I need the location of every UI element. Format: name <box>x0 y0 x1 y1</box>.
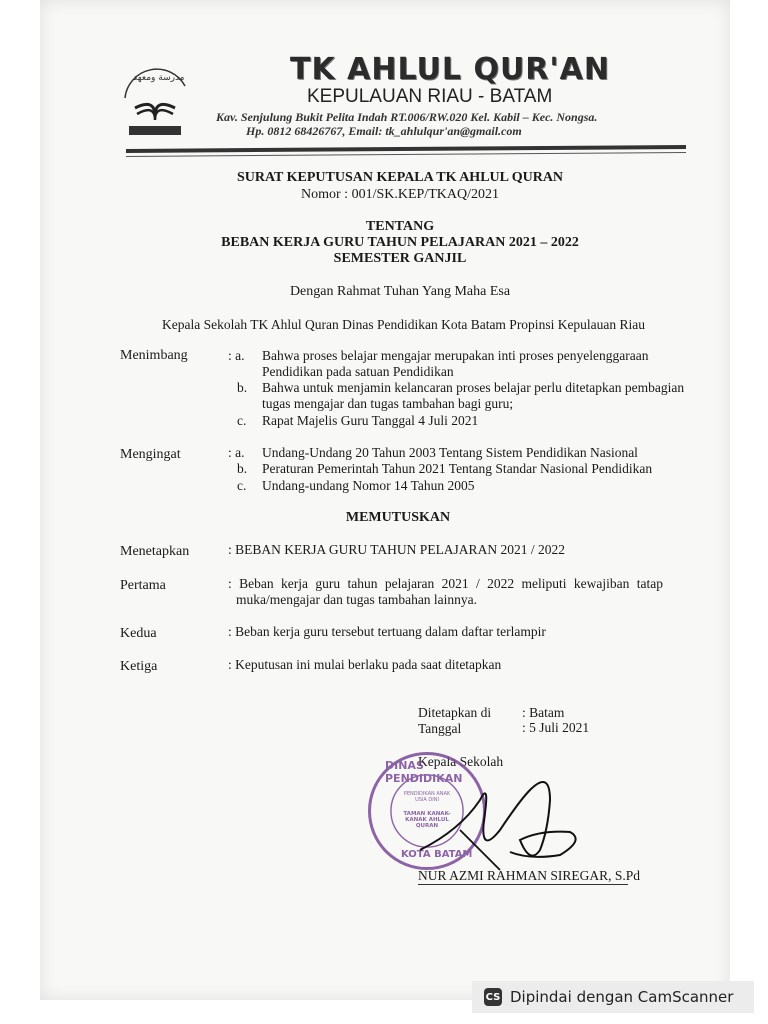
menimbang-a-line2: Pendidikan pada satuan Pendidikan <box>262 364 454 379</box>
mengingat-c-marker: c. <box>237 478 247 493</box>
pertama-label: Pertama <box>120 578 166 593</box>
ketiga-text: : Keputusan ini mulai berlaku pada saat ditetapkan <box>228 657 502 672</box>
stamp-line2: TAMAN KANAK-KANAK AHLUL QURAN <box>403 811 451 829</box>
ketiga-label: Ketiga <box>120 659 158 674</box>
date-value: : 5 Juli 2021 <box>522 720 590 735</box>
mengingat-a-marker: : a. <box>228 445 245 460</box>
signatory-name: NUR AZMI RAHMAN SIREGAR, S.Pd <box>418 868 641 883</box>
mengingat-label: Mengingat <box>120 447 181 462</box>
menimbang-a-marker: : a. <box>228 348 245 363</box>
decision-heading: MEMUTUSKAN <box>345 510 451 525</box>
menimbang-label: Menimbang <box>120 348 188 363</box>
menetapkan-text: : BEBAN KERJA GURU TAHUN PELAJARAN 2021 / 2022 <box>228 542 565 557</box>
school-region: KEPULAUAN RIAU - BATAM <box>307 86 553 107</box>
name-underline <box>418 884 628 885</box>
decree-about: TENTANG <box>365 219 435 234</box>
stamp-line1: PENDIDIKAN ANAK USIA DINI <box>403 791 451 803</box>
school-name: TK AHLUL QUR'AN <box>290 52 610 87</box>
issuer-line: Kepala Sekolah TK Ahlul Quran Dinas Pendidikan Kota Batam Propinsi Kepulauan Riau <box>162 317 646 332</box>
mengingat-a-text: Undang-Undang 20 Tahun 2003 Tentang Sistem Pendidikan Nasional <box>262 445 638 460</box>
stamp-top-text: DINAS PENDIDIKAN <box>385 759 463 785</box>
decree-subject: BEBAN KERJA GURU TAHUN PELAJARAN 2021 – 2022 <box>221 235 579 250</box>
stamp-bottom-text: KOTA BATAM <box>401 849 473 860</box>
menimbang-a-line1: Bahwa proses belajar mengajar merupakan inti proses penyelenggaraan <box>262 348 649 363</box>
camscanner-watermark <box>472 981 754 1013</box>
kedua-label: Kedua <box>120 626 157 641</box>
mengingat-c-text: Undang-undang Nomor 14 Tahun 2005 <box>262 478 475 493</box>
school-address: Kav. Senjulung Bukit Pelita Indah RT.006/RW.020 Kel. Kabil – Kec. Nongsa. <box>216 110 598 124</box>
place-label: Ditetapkan di <box>418 705 492 720</box>
menimbang-c-marker: c. <box>237 413 247 428</box>
position-title: Kepala Sekolah <box>418 754 504 769</box>
mengingat-b-text: Peraturan Pemerintah Tahun 2021 Tentang Standar Nasional Pendidikan <box>262 461 653 476</box>
menetapkan-label: Menetapkan <box>120 544 190 559</box>
school-logo <box>113 58 197 142</box>
decree-title: SURAT KEPUTUSAN KEPALA TK AHLUL QURAN <box>236 170 564 185</box>
menimbang-b-marker: b. <box>237 380 248 395</box>
handwritten-signature <box>400 760 600 880</box>
kedua-text: : Beban kerja guru tersebut tertuang dalam daftar terlampir <box>228 624 546 639</box>
blessing-line: Dengan Rahmat Tuhan Yang Maha Esa <box>289 284 511 299</box>
menimbang-c-line1: Rapat Majelis Guru Tanggal 4 Juli 2021 <box>262 413 479 428</box>
menimbang-b-line2: tugas mengajar dan tugas tambahan bagi guru; <box>262 396 514 411</box>
decree-semester: SEMESTER GANJIL <box>333 251 467 266</box>
svg-text:مدرسة ومعهد: مدرسة ومعهد <box>133 73 185 83</box>
camscanner-text: Dipindai dengan CamScanner <box>510 988 734 1006</box>
camscanner-icon: CS <box>484 988 502 1006</box>
school-contact: Hp. 0812 68426767, Email: tk_ahlulqur'an@gmail.com <box>246 124 522 138</box>
pertama-line2: muka/mengajar dan tugas tambahan lainnya. <box>236 592 478 607</box>
mengingat-b-marker: b. <box>237 461 248 476</box>
place-value: : Batam <box>522 705 565 720</box>
menimbang-b-line1: Bahwa untuk menjamin kelancaran proses belajar perlu ditetapkan pembagian <box>262 380 685 395</box>
decree-number: Nomor : 001/SK.KEP/TKAQ/2021 <box>301 187 499 202</box>
pertama-line1: : Beban kerja guru tahun pelajaran 2021 / 2022 meliputi kewajiban tatap <box>228 576 664 591</box>
date-label: Tanggal <box>418 721 462 736</box>
